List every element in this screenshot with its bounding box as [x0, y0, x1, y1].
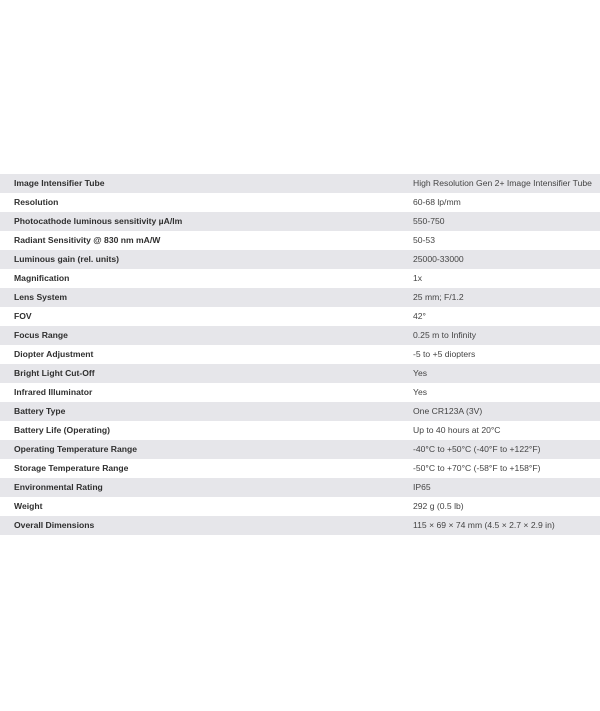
spec-row-photocathode-sensitivity — [0, 212, 600, 231]
spec-value: 1x — [413, 273, 423, 283]
spec-value: 0.25 m to Infinity — [413, 330, 477, 340]
spec-row-magnification — [0, 269, 600, 288]
spec-value: Up to 40 hours at 20°C — [413, 425, 501, 435]
spec-value: 50-53 — [413, 235, 435, 245]
spec-value: Yes — [413, 387, 428, 397]
spec-label: Battery Type — [14, 406, 66, 416]
spec-label: Magnification — [14, 273, 70, 283]
spec-label: Overall Dimensions — [14, 520, 95, 530]
spec-row-image-intensifier-tube — [0, 174, 600, 193]
spec-row-environmental-rating — [0, 478, 600, 497]
spec-label: Photocathode luminous sensitivity µA/lm — [14, 216, 183, 226]
spec-label: Focus Range — [14, 330, 68, 340]
spec-label: Radiant Sensitivity @ 830 nm mA/W — [14, 235, 161, 245]
spec-row-bright-light-cut-off — [0, 364, 600, 383]
spec-value: 115 × 69 × 74 mm (4.5 × 2.7 × 2.9 in) — [413, 520, 555, 530]
spec-row-focus-range — [0, 326, 600, 345]
spec-value: -40°C to +50°C (-40°F to +122°F) — [413, 444, 541, 454]
spec-row-lens-system — [0, 288, 600, 307]
spec-value: -5 to +5 diopters — [413, 349, 476, 359]
spec-row-storage-temperature — [0, 459, 600, 478]
spec-row-infrared-illuminator — [0, 383, 600, 402]
spec-row-operating-temperature — [0, 440, 600, 459]
spec-value: 42° — [413, 311, 426, 321]
spec-row-resolution — [0, 193, 600, 212]
spec-row-battery-life — [0, 421, 600, 440]
spec-label: Battery Life (Operating) — [14, 425, 110, 435]
spec-value: One CR123A (3V) — [413, 406, 483, 416]
spec-row-diopter-adjustment — [0, 345, 600, 364]
spec-label: Diopter Adjustment — [14, 349, 94, 359]
specifications-table-body — [0, 174, 600, 535]
spec-value: 550-750 — [413, 216, 445, 226]
spec-value: 25 mm; F/1.2 — [413, 292, 464, 302]
spec-row-weight — [0, 497, 600, 516]
spec-value: -50°C to +70°C (-58°F to +158°F) — [413, 463, 541, 473]
spec-label: Operating Temperature Range — [14, 444, 138, 454]
spec-value: 292 g (0.5 lb) — [413, 501, 464, 511]
spec-label: Storage Temperature Range — [14, 463, 129, 473]
spec-label: Environmental Rating — [14, 482, 103, 492]
specifications-table — [0, 174, 600, 535]
spec-value: 60-68 lp/mm — [413, 197, 461, 207]
spec-label: FOV — [14, 311, 32, 321]
spec-value: Yes — [413, 368, 428, 378]
spec-label: Luminous gain (rel. units) — [14, 254, 120, 264]
spec-row-luminous-gain — [0, 250, 600, 269]
spec-label: Resolution — [14, 197, 59, 207]
spec-value: 25000-33000 — [413, 254, 464, 264]
spec-row-fov — [0, 307, 600, 326]
spec-value: High Resolution Gen 2+ Image Intensifier Tube — [413, 178, 592, 188]
spec-label: Infrared Illuminator — [14, 387, 93, 397]
spec-row-battery-type — [0, 402, 600, 421]
spec-row-overall-dimensions — [0, 516, 600, 535]
spec-label: Bright Light Cut-Off — [14, 368, 95, 378]
spec-row-radiant-sensitivity — [0, 231, 600, 250]
spec-label: Lens System — [14, 292, 68, 302]
spec-label: Image Intensifier Tube — [14, 178, 105, 188]
spec-label: Weight — [14, 501, 43, 511]
spec-value: IP65 — [413, 482, 431, 492]
